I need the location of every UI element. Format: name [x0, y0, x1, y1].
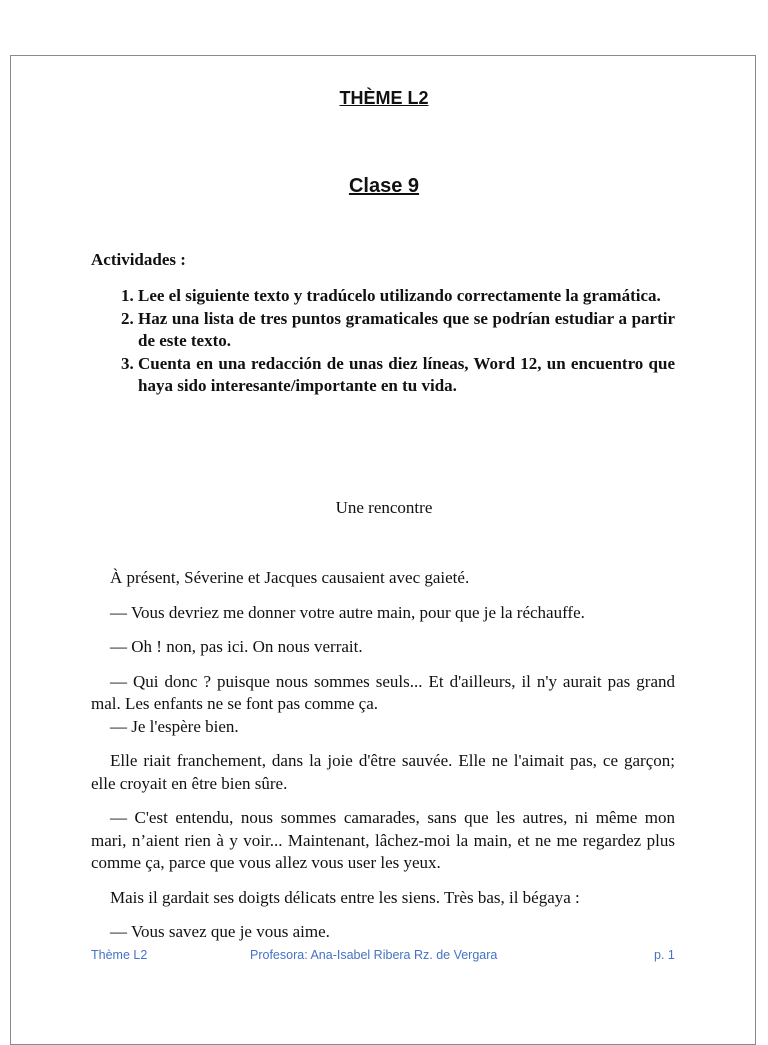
activity-item: 3. Cuenta en una redacción de unas diez líneas, Word 12, un encuentro que haya sido interesante/importante en tu vida.	[138, 353, 675, 398]
activities-heading: Actividades :	[91, 250, 186, 269]
activity-item: 1. Lee el siguiente texto y tradúcelo utilizando correctamente la gramática.	[138, 285, 675, 308]
paragraph: Elle riait franchement, dans la joie d'être sauvée. Elle ne l'aimait pas, ce garçon; elle croyait en être bien sûre.	[91, 751, 675, 793]
footer-course: Thème L2	[91, 948, 148, 962]
class-title: Clase 9	[348, 175, 420, 197]
paragraph: — C'est entendu, nous sommes camarades, sans que les autres, ni même mon mari, n’aient rien à y voir... Maintenant, lâchez-moi la main, et ne me regardez plus comme ça, parce que vous allez vous user les yeux.	[91, 808, 675, 872]
activities-list	[91, 285, 675, 398]
paragraph: — Je l'espère bien.	[110, 716, 239, 736]
paragraph: Mais il gardait ses doigts délicats entre les siens. Très bas, il bégaya :	[110, 887, 580, 907]
activity-item: 2. Haz una lista de tres puntos gramaticales que se podrían estudiar a partir de este texto.	[138, 308, 675, 353]
paragraph: — Vous devriez me donner votre autre main, pour que je la réchauffe.	[110, 602, 585, 622]
text-title: Une rencontre	[335, 498, 433, 517]
paragraph: À présent, Séverine et Jacques causaient avec gaieté.	[110, 568, 470, 587]
footer-page-number: p. 1	[654, 948, 675, 962]
paragraph: — Qui donc ? puisque nous sommes seuls... Et d'ailleurs, il n'y aurait pas grand mal. Les enfants ne se font pas comme ça.	[91, 671, 675, 713]
text-body	[91, 567, 675, 956]
paragraph: — Oh ! non, pas ici. On nous verrait.	[110, 637, 363, 656]
document-title: THÈME L2	[339, 88, 429, 108]
footer-teacher: Profesora: Ana-Isabel Ribera Rz. de Vergara	[250, 948, 498, 962]
paragraph: — Vous savez que je vous aime.	[110, 922, 330, 941]
